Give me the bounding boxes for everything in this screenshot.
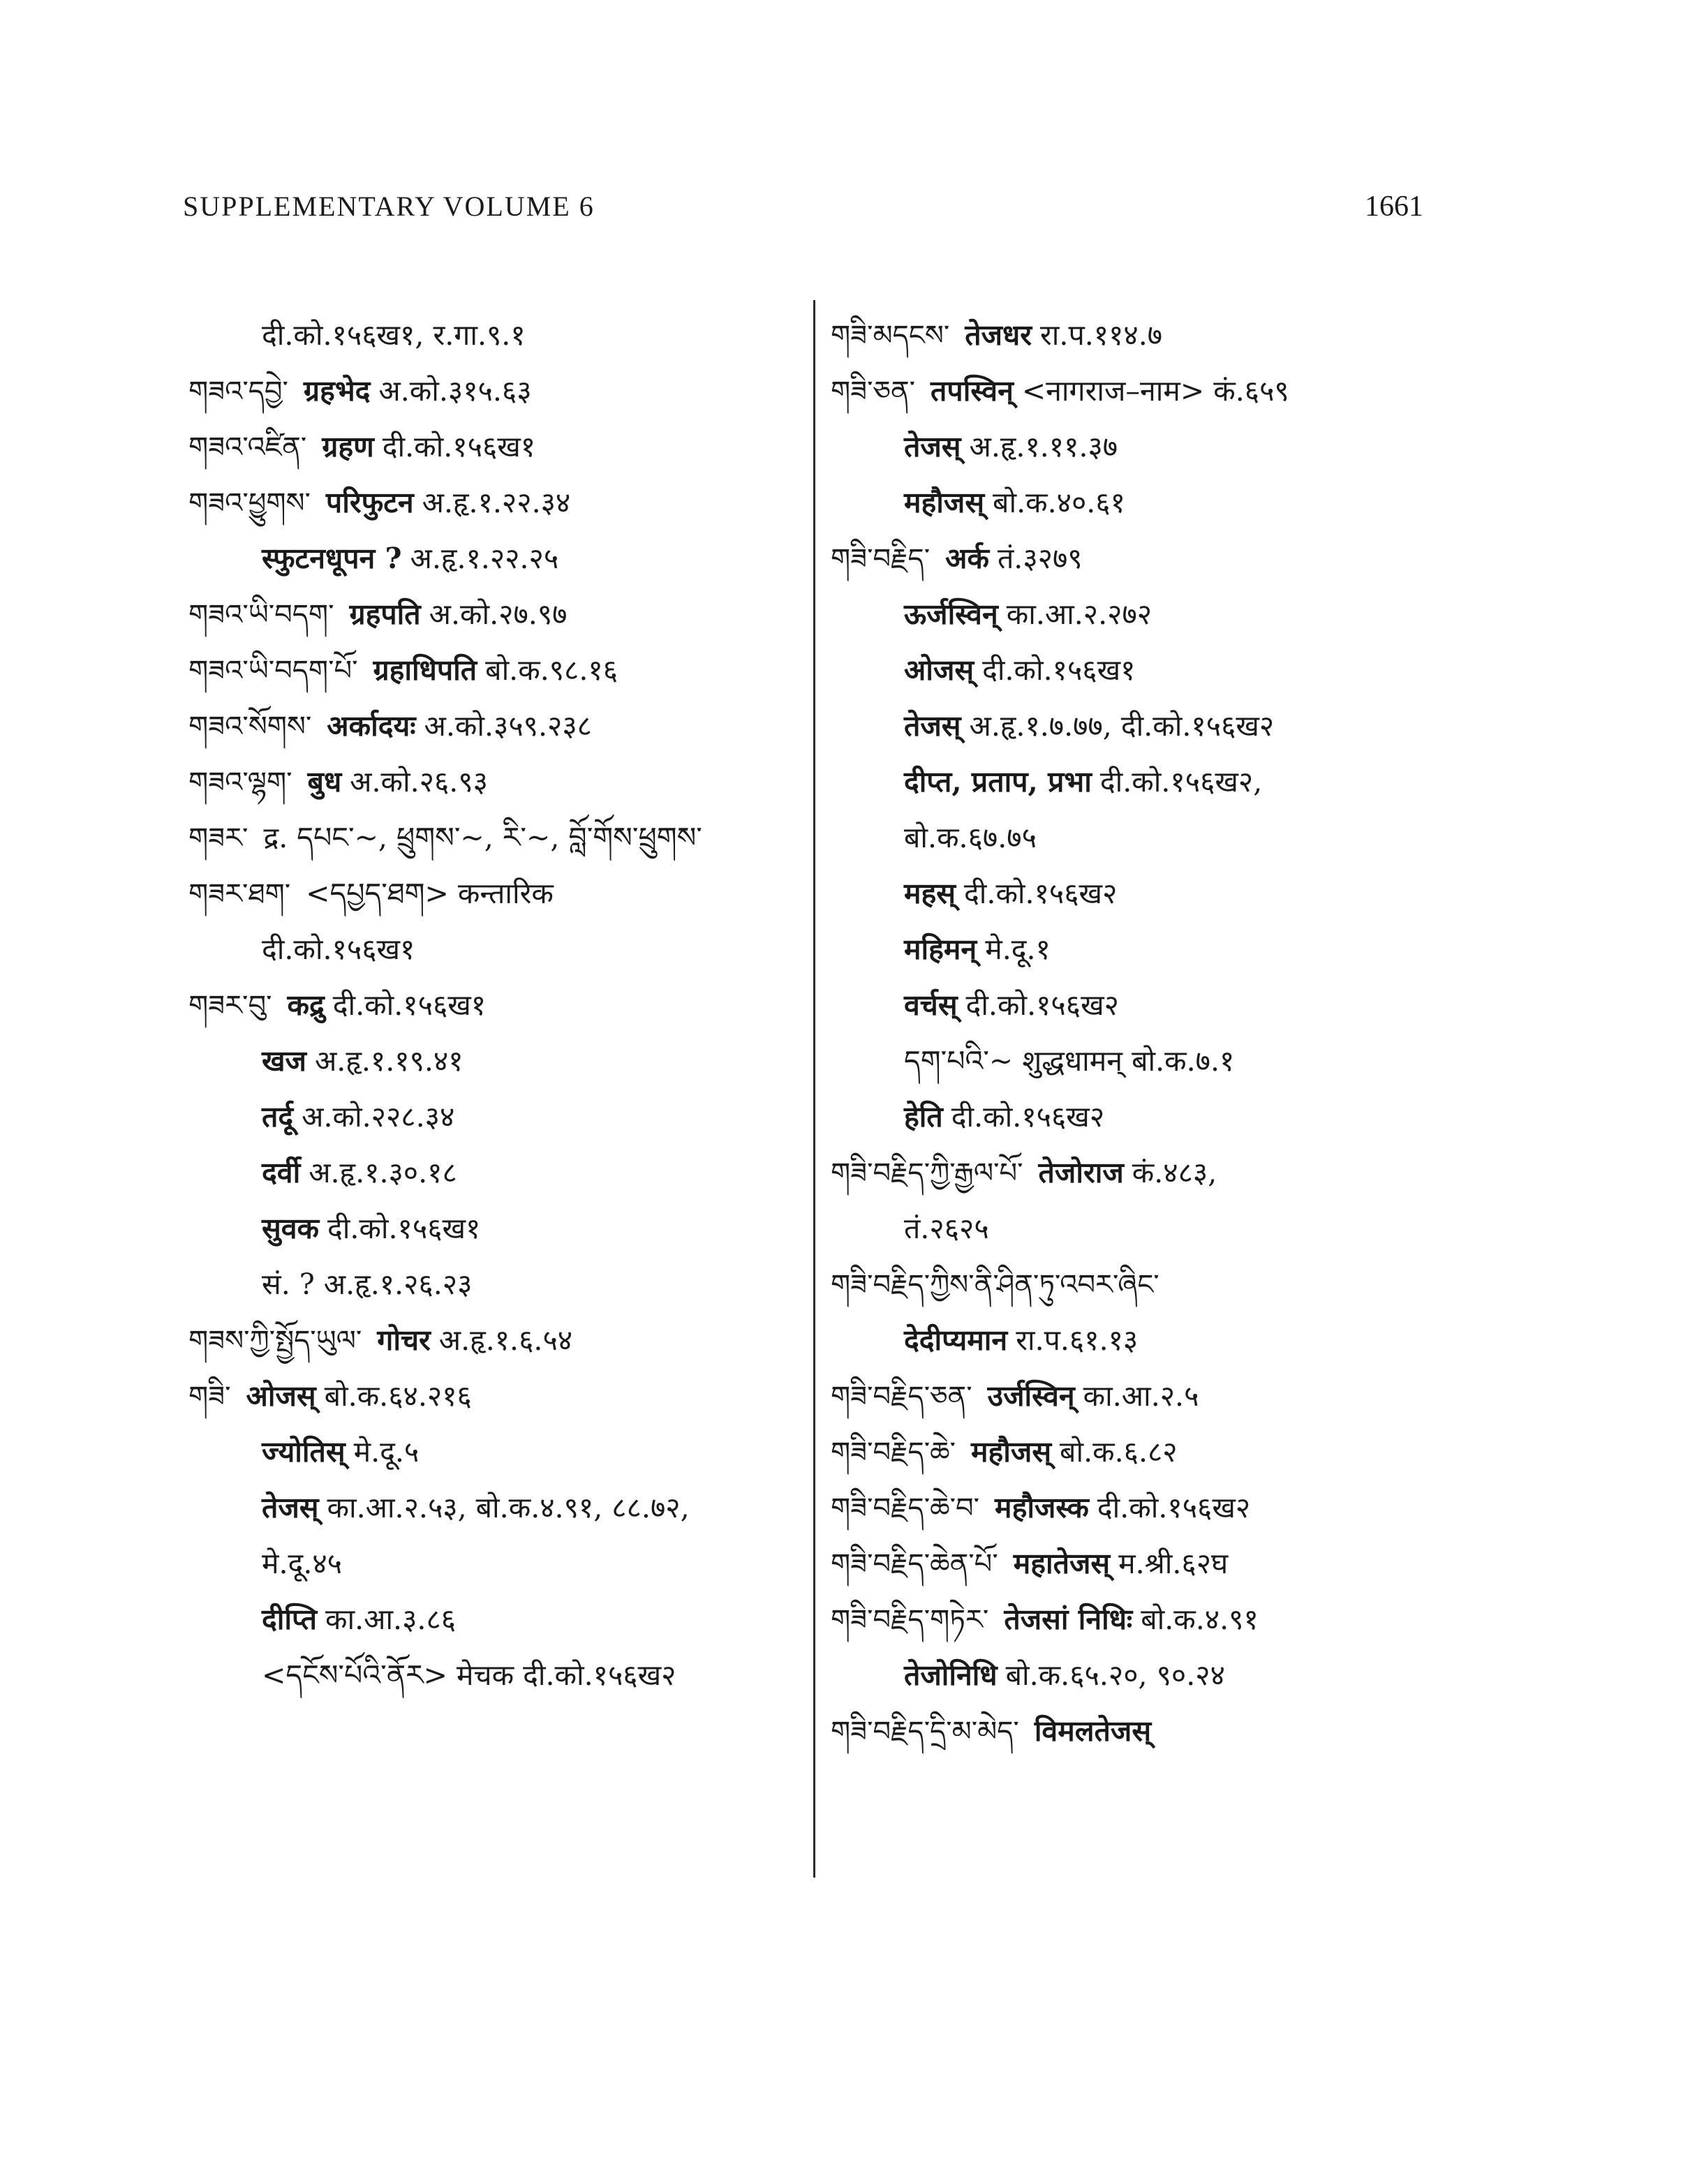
tibetan-term: གཟི་བརྗིད་གཏེར་ [831, 1604, 989, 1636]
dictionary-line [188, 642, 817, 698]
sanskrit-headword: कद्रु [287, 988, 325, 1022]
source-reference: अ.हृ.१.१९.४१ [314, 1044, 464, 1078]
dictionary-line [831, 642, 1445, 698]
sanskrit-headword: खज [262, 1044, 306, 1078]
tibetan-term: གཟའ་ཡི་བདག་པོ་ [188, 655, 358, 687]
tibetan-term: གཟི་བརྗིད་ཀྱིས་ནི་ཤིན་ཏུ་འབར་ཞིང་ [831, 1269, 1159, 1301]
source-reference: अ.हृ.१.२२.२५ [410, 542, 559, 575]
source-reference: अ.हृ.१.३०.१८ [309, 1156, 457, 1189]
dictionary-line [831, 921, 1445, 977]
source-reference: दी.को.१५६ख२ [964, 877, 1118, 910]
source-reference: कं.४८३, [1132, 1156, 1217, 1189]
sanskrit-headword: ग्रहपति [349, 597, 421, 631]
source-reference: दी.को.१५६ख१ [382, 430, 536, 463]
source-reference: <དཔྱད་ཐག> कन्तारिक [306, 877, 554, 910]
dictionary-line [188, 1256, 817, 1312]
source-reference: अ.हृ.१.२२.३४ [422, 486, 571, 519]
sanskrit-headword: महातेजस् [1013, 1547, 1111, 1580]
source-reference: <नागराज–नाम> कं.६५९ [1021, 374, 1289, 408]
source-reference: दी.को.१५६ख२ [951, 1100, 1105, 1134]
dictionary-line [831, 1368, 1445, 1424]
dictionary-line [831, 530, 1445, 586]
dictionary-line [831, 977, 1445, 1033]
sanskrit-headword: सुवक [262, 1212, 319, 1245]
source-reference: मे.दू.५ [353, 1435, 420, 1469]
dictionary-line [188, 475, 817, 530]
tibetan-term: གཟར་བུ་ [188, 990, 272, 1022]
sanskrit-headword: ज्योतिस् [262, 1435, 346, 1469]
source-reference: दी.को.१५६ख१ [982, 653, 1136, 687]
source-reference: अ.को.२६.९३ [350, 765, 488, 798]
sanskrit-headword: बुध [307, 765, 342, 798]
tibetan-term: གཟའ་འཛིན་ [188, 431, 307, 463]
source-reference: बो.क.६४.२१६ [324, 1379, 472, 1413]
sanskrit-headword: विमलतेजस् [1034, 1714, 1152, 1748]
sanskrit-headword: हेति [904, 1100, 943, 1134]
tibetan-term: གཟི་བརྗིད་དྲི་མ་མེད་ [831, 1716, 1019, 1748]
source-reference: अ.को.३१५.६३ [378, 374, 532, 408]
sanskrit-headword: ग्रहाधिपति [373, 653, 477, 687]
sanskrit-headword: तेजस् [904, 430, 961, 463]
source-reference: दी.को.१५६ख१ [332, 988, 487, 1022]
dictionary-line [831, 1145, 1445, 1201]
source-reference: बो.क.४०.६१ [993, 486, 1125, 519]
tibetan-term: གཟར་ [188, 822, 249, 854]
source-reference: म.श्री.६२घ [1118, 1547, 1229, 1580]
dictionary-line [831, 475, 1445, 530]
sanskrit-headword: दर्वी [262, 1156, 301, 1189]
tibetan-term: གཟར་ཐག་ [188, 878, 291, 910]
dictionary-line [188, 419, 817, 475]
dictionary-line [831, 1591, 1445, 1647]
source-reference: अ.हृ.१.६.५४ [438, 1323, 573, 1357]
tibetan-term: གཟི་བརྗིད་ [831, 543, 931, 575]
source-reference: दी.को.१५६ख२ [1097, 1491, 1251, 1524]
source-reference: དག་པའི་~ शुद्धधामन् बो.क.७.१ [904, 1044, 1235, 1078]
tibetan-term: གཟི་བརྗིད་ཆེ་ [831, 1436, 956, 1469]
tibetan-term: གཟི་བརྗིད་ཆེན་པོ་ [831, 1548, 998, 1580]
left-column [188, 307, 817, 1703]
source-reference: बो.क.६५.२०, ९०.२४ [1005, 1658, 1225, 1692]
sanskrit-headword: ओजस् [904, 653, 974, 687]
dictionary-line [188, 530, 817, 586]
dictionary-line [188, 810, 817, 866]
sanskrit-headword: महस् [904, 877, 956, 910]
sanskrit-headword: स्फुटनधूपन ? [262, 542, 402, 575]
dictionary-line [831, 1480, 1445, 1536]
source-reference: बो.क.६.८२ [1060, 1435, 1178, 1469]
sanskrit-headword: तर्दू [262, 1100, 294, 1134]
sanskrit-headword: तपस्विन् [931, 374, 1014, 408]
source-reference: बो.क.९८.१६ [485, 653, 618, 687]
dictionary-line [188, 307, 817, 363]
tibetan-term: གཟི་བརྗིད་ཅན་ [831, 1381, 972, 1413]
dictionary-line [831, 1424, 1445, 1480]
dictionary-line [188, 921, 817, 977]
source-reference: <དངོས་པོའི་ནོར> मेचक दी.को.१५६ख२ [262, 1658, 676, 1692]
source-reference: दी.को.१५६ख२, [1099, 765, 1263, 798]
source-reference: मे.दू.१ [985, 933, 1051, 966]
dictionary-line [188, 363, 817, 419]
dictionary-line [188, 1480, 817, 1536]
sanskrit-headword: ओजस् [246, 1379, 316, 1413]
dictionary-line [188, 1424, 817, 1480]
sanskrit-headword: महौजस् [971, 1435, 1052, 1469]
source-reference: बो.क.४.९१ [1141, 1603, 1259, 1636]
dictionary-line [831, 1256, 1445, 1312]
sanskrit-headword: महिमन् [904, 933, 977, 966]
sanskrit-headword: महौजस् [904, 486, 985, 519]
page-number: 1661 [1365, 191, 1423, 223]
tibetan-term: གཟའ་ཕྱུགས་ [188, 487, 311, 519]
sanskrit-headword: तेजस् [904, 709, 961, 743]
source-reference: दी.को.१५६ख१ [262, 933, 415, 966]
dictionary-line [831, 1312, 1445, 1368]
sanskrit-headword: परिफुटन [325, 486, 414, 519]
dictionary-line [831, 698, 1445, 754]
dictionary-line [188, 754, 817, 810]
source-reference: अ.को.२७.९७ [429, 597, 568, 631]
source-reference: का.आ.३.८६ [325, 1603, 457, 1636]
source-reference: का.आ.२.५ [1083, 1379, 1199, 1413]
sanskrit-headword: महौजस्क [995, 1491, 1089, 1524]
dictionary-line [831, 866, 1445, 921]
tibetan-term: གཟི་བརྗིད་ཆེ་བ་ [831, 1492, 980, 1524]
dictionary-line [831, 1647, 1445, 1703]
dictionary-line [831, 754, 1445, 810]
dictionary-line [188, 1089, 817, 1145]
dictionary-line [188, 1312, 817, 1368]
dictionary-line [188, 1647, 817, 1703]
source-reference: तं.३२७९ [997, 542, 1083, 575]
sanskrit-headword: अर्क [945, 542, 989, 575]
dictionary-line [188, 1145, 817, 1201]
tibetan-term: གཟའ་དབྱེ་ [188, 376, 288, 408]
tibetan-term: གཟས་ཀྱི་སྤྱོད་ཡུལ་ [188, 1325, 362, 1357]
sanskrit-headword: तेजधर [965, 318, 1032, 352]
tibetan-term: གཟི་ཅན་ [831, 376, 916, 408]
tibetan-term: གཟའ་སོགས་ [188, 711, 312, 743]
sanskrit-headword: तेजसां निधिः [1004, 1603, 1133, 1636]
dictionary-line [831, 586, 1445, 642]
source-reference: का.आ.२.२७२ [1006, 597, 1152, 631]
dictionary-line [188, 1536, 817, 1591]
dictionary-line [188, 866, 817, 921]
sanskrit-headword: तेजोराज [1038, 1156, 1124, 1189]
dictionary-line [188, 1201, 817, 1256]
sanskrit-headword: तेजस् [262, 1491, 319, 1524]
source-reference: रा.प.६१.१३ [1016, 1323, 1139, 1357]
dictionary-line [831, 1703, 1445, 1759]
dictionary-line [831, 363, 1445, 419]
right-column [831, 307, 1445, 1759]
dictionary-line [831, 419, 1445, 475]
source-reference: अ.हृ.१.११.३७ [969, 430, 1118, 463]
sanskrit-headword: गोचर [377, 1323, 431, 1357]
running-title: SUPPLEMENTARY VOLUME 6 [183, 191, 595, 222]
source-reference: मे.दू.४५ [262, 1547, 342, 1580]
source-reference: अ.को.२२८.३४ [302, 1100, 455, 1134]
source-reference: तं.२६२५ [904, 1212, 989, 1245]
sanskrit-headword: ग्रहभेद [303, 374, 371, 408]
sanskrit-headword: तेजोनिधि [904, 1658, 998, 1692]
tibetan-term: གཟི་ [188, 1381, 231, 1413]
dictionary-line [831, 1536, 1445, 1591]
dictionary-line [188, 1033, 817, 1089]
source-reference: रा.प.११४.७ [1040, 318, 1163, 352]
dictionary-line [831, 1033, 1445, 1089]
dictionary-line [188, 586, 817, 642]
dictionary-line [188, 1591, 817, 1647]
dictionary-line [831, 810, 1445, 866]
sanskrit-headword: ऊर्जस्विन् [904, 597, 998, 631]
source-reference: सं. ? अ.हृ.१.२६.२३ [262, 1268, 473, 1301]
source-reference: अ.हृ.१.७.७७, दी.को.१५६ख२ [969, 709, 1275, 743]
source-reference: का.आ.२.५३, बो.क.४.९१, ८८.७२, [327, 1491, 690, 1524]
dictionary-line [831, 1201, 1445, 1256]
dictionary-line [188, 698, 817, 754]
sanskrit-headword: ग्रहण [322, 430, 374, 463]
source-reference: अ.को.३५९.२३८ [424, 709, 592, 743]
tibetan-term: གཟི་མདངས་ [831, 320, 950, 352]
dictionary-line [831, 307, 1445, 363]
dictionary-line [188, 977, 817, 1033]
source-reference: द्र. དཔང་~, ཕྲུགས་~, རི་~, བློ་གོས་ཕྲུགས་ [263, 821, 702, 854]
source-reference: दी.को.१५६ख१ [327, 1212, 481, 1245]
tibetan-term: གཟའ་ཡི་བདག་ [188, 599, 334, 631]
source-reference: बो.क.६७.७५ [904, 821, 1037, 854]
dictionary-line [188, 1368, 817, 1424]
dictionary-line [831, 1089, 1445, 1145]
sanskrit-headword: वर्चस् [904, 988, 958, 1022]
column-divider [813, 300, 815, 1878]
source-reference: दी.को.१५६ख१, र.गा.९.१ [262, 318, 526, 352]
sanskrit-headword: उर्जस्विन् [987, 1379, 1075, 1413]
sanskrit-headword: दीप्त, प्रताप, प्रभा [904, 765, 1092, 798]
sanskrit-headword: अर्कादयः [327, 709, 416, 743]
tibetan-term: གཟའ་ལྷག་ [188, 766, 292, 798]
tibetan-term: གཟི་བརྗིད་ཀྱི་རྒྱལ་པོ་ [831, 1157, 1023, 1189]
sanskrit-headword: दीप्ति [262, 1603, 318, 1636]
sanskrit-headword: देदीप्यमान [904, 1323, 1008, 1357]
source-reference: दी.को.१५६ख२ [965, 988, 1119, 1022]
